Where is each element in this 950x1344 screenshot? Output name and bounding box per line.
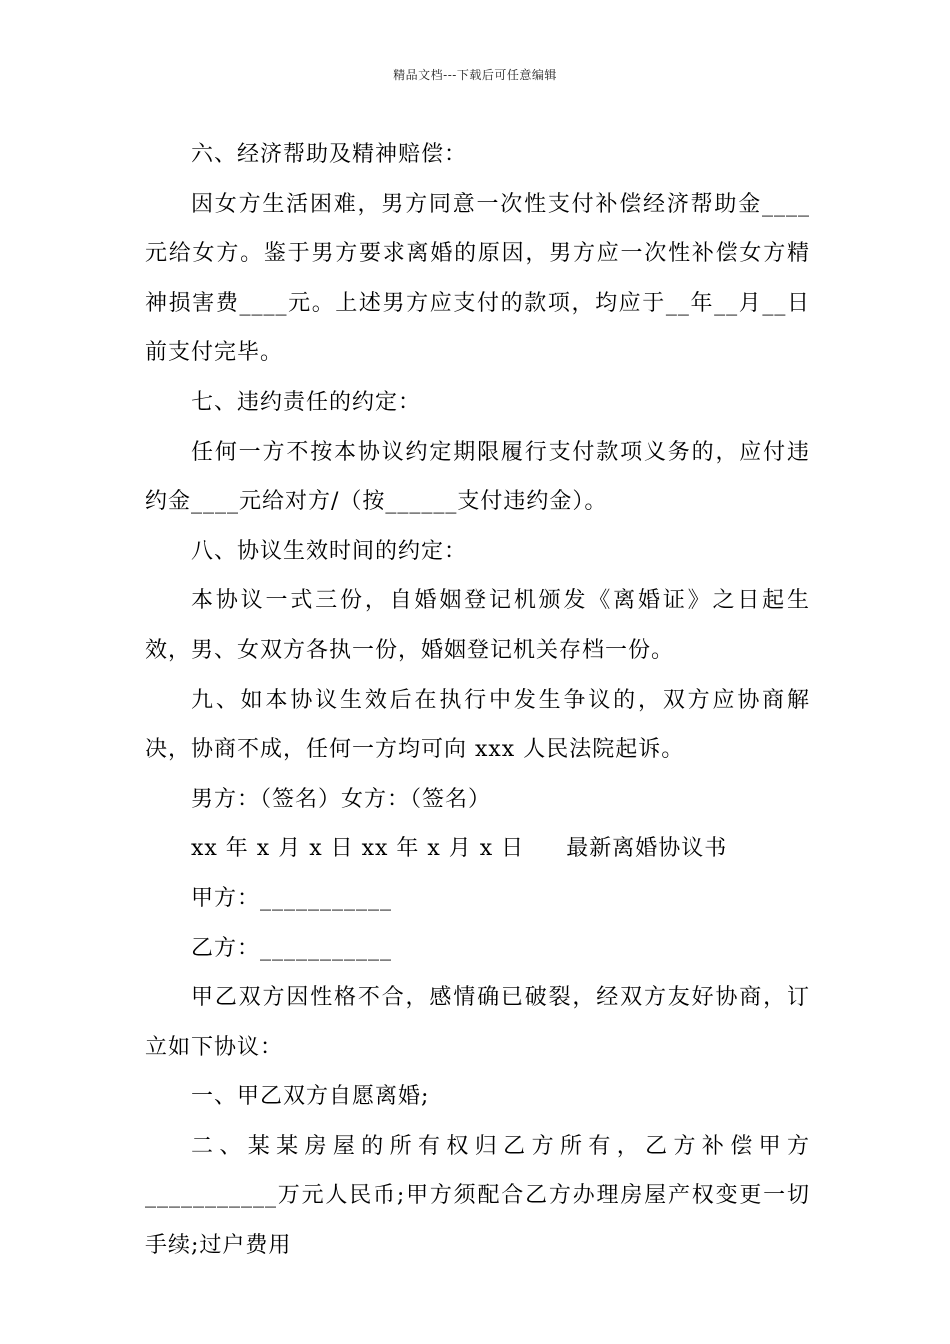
- paragraph-dispute: 九、如本协议生效后在执行中发生争议的，双方应协商解决，协商不成，任何一方均可向 xxx 人民法院起诉。: [145, 687, 810, 763]
- paragraph-breach: 任何一方不按本协议约定期限履行支付款项义务的，应付违约金____元给对方/（按______支付违约金）。: [145, 439, 810, 515]
- party-a-line: 甲方：___________: [191, 885, 393, 911]
- section-heading-7: 七、违约责任的约定：: [191, 389, 422, 415]
- paragraph-effective: 本协议一式三份，自婚姻登记机颁发《离婚证》之日起生效，男、女双方各执一份，婚姻登记机关存档一份。: [145, 588, 810, 663]
- clause-1: 一、甲乙双方自愿离婚;: [191, 1084, 430, 1110]
- date-line: xx 年 x 月 x 日 xx 年 x 月 x 日: [191, 836, 525, 862]
- document-body: [145, 130, 810, 1271]
- page-header: 精品文档---下载后可任意编辑: [393, 68, 557, 82]
- section-heading-6: 六、经济帮助及精神赔偿：: [191, 142, 468, 167]
- party-b-line: 乙方：___________: [191, 935, 393, 961]
- clause-2: 二、某某房屋的所有权归乙方所有，乙方补偿甲方___________万元人民币;甲方须配合乙方办理房屋产权变更一切手续;过户费用: [145, 1133, 810, 1259]
- paragraph-agreement-intro: 甲乙双方因性格不合，感情确已破裂，经双方友好协商，订立如下协议：: [145, 985, 810, 1060]
- signature-line: 男方：（签名）女方：（签名）: [191, 786, 492, 812]
- date-title-line: [145, 824, 810, 874]
- second-document-title: 最新离婚协议书: [566, 836, 728, 862]
- section-heading-8: 八、协议生效时间的约定：: [191, 538, 468, 564]
- paragraph-compensation: 因女方生活困难，男方同意一次性支付补偿经济帮助金____元给女方。鉴于男方要求离婚的原因，男方应一次性补偿女方精神损害费____元。上述男方应支付的款项，均应于__年__月__日前支付完毕。: [145, 191, 810, 366]
